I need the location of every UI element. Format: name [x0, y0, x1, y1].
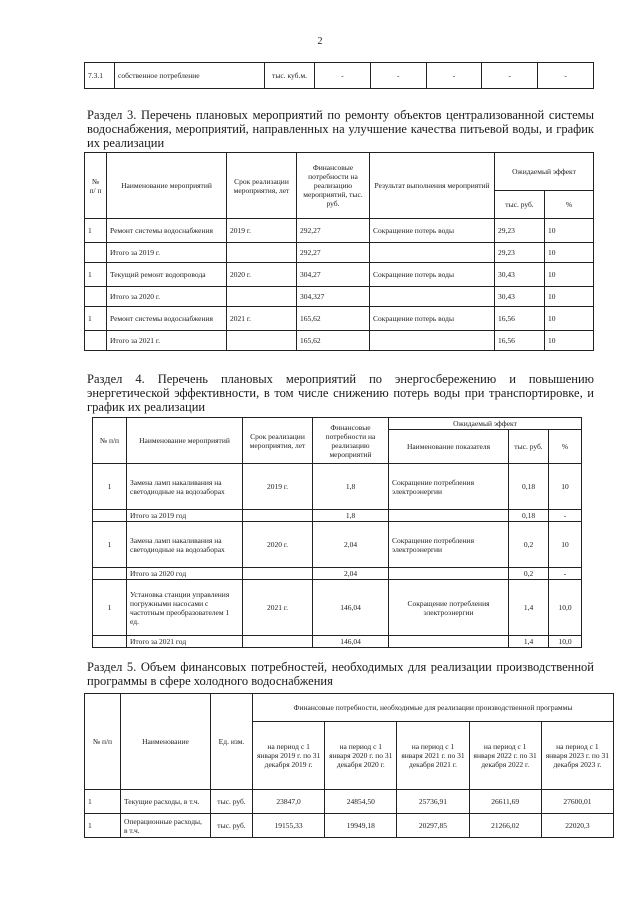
cell-name: Замена ламп накаливания на светодиодные на водозаборах [127, 522, 243, 568]
table-row [85, 331, 594, 351]
header-name: Наименование мероприятий [107, 153, 227, 219]
cell-term: 2020 г. [243, 522, 313, 568]
cell-result [370, 287, 495, 307]
cell-num [85, 331, 107, 351]
section3-table [84, 152, 594, 351]
header-indicator: Наименование показателя [389, 430, 509, 464]
table-row [85, 307, 594, 331]
header-pct: % [545, 191, 594, 219]
header-num: № п/п [85, 694, 121, 790]
cell-indicator [389, 636, 509, 648]
header-period: на период с 1 января 2021 г. по 31 декабря 2021 г. [397, 722, 469, 790]
cell-pct: - [549, 510, 582, 522]
cell-rub: 30,43 [495, 287, 545, 307]
table-row [85, 219, 594, 243]
cell-result: Сокращение потерь воды [370, 307, 495, 331]
cell-value: 25736,91 [397, 790, 469, 814]
table-header-row [85, 694, 614, 722]
cell-name: Итого за 2019 г. [107, 243, 227, 263]
header-unit: Ед. изм. [211, 694, 253, 790]
table-row [93, 568, 582, 580]
table-row [93, 580, 582, 636]
cell-indicator: Сокращение потребления электроэнергии [389, 464, 509, 510]
value-cell: - [426, 63, 482, 89]
value-cell: - [482, 63, 538, 89]
cell-pct: 10 [545, 263, 594, 287]
cell-name: Ремонт системы водоснабжения [107, 307, 227, 331]
header-num: № п/ п [85, 153, 107, 219]
cell-rub: 0,2 [509, 522, 549, 568]
cell-result [370, 331, 495, 351]
header-term: Срок реализации мероприятия, лет [243, 418, 313, 464]
cell-value: 20297,85 [397, 814, 469, 838]
cell-term: 2021 г. [227, 307, 297, 331]
cell-value: 26611,69 [469, 790, 541, 814]
page-number: 2 [317, 36, 323, 47]
cell-fin: 1,8 [313, 464, 389, 510]
table-row [85, 814, 614, 838]
cell-term [227, 331, 297, 351]
table-row [85, 63, 594, 89]
cell-rub: 0,18 [509, 464, 549, 510]
header-effect: Ожидаемый эффект [495, 153, 594, 191]
section5-table [84, 693, 614, 838]
section3-heading [87, 108, 594, 150]
cell-num: 1 [85, 790, 121, 814]
row-name: собственное потребление [115, 63, 265, 89]
section5-heading-text: Раздел 5. Объем финансовых потребностей, необходимых для реализации производственной программы в сфере холодного водоснабжения [87, 660, 594, 688]
header-result: Результат выполнения мероприятий [370, 153, 495, 219]
cell-name: Итого за 2019 год [127, 510, 243, 522]
header-rub: тыс. руб. [509, 430, 549, 464]
cell-name: Установка станции управления погружными насосами с частотным преобразователем 1 ед. [127, 580, 243, 636]
cell-pct: 10,0 [549, 636, 582, 648]
cell-name: Операционные расходы, в т.ч. [121, 814, 211, 838]
section4-heading-text: Раздел 4. Перечень плановых мероприятий по энергосбережению и повышению энергетической эффективности, в том числе снижению потерь воды при транспортировке, и график их реализации [87, 372, 594, 414]
cell-result [370, 243, 495, 263]
cell-indicator [389, 568, 509, 580]
cell-term [227, 243, 297, 263]
cell-num [85, 287, 107, 307]
header-num: № п/п [93, 418, 127, 464]
cell-fin: 292,27 [297, 243, 370, 263]
header-pct: % [549, 430, 582, 464]
table-row [93, 636, 582, 648]
cell-value: 19155,33 [253, 814, 325, 838]
cell-fin: 165,62 [297, 331, 370, 351]
cell-fin: 304,327 [297, 287, 370, 307]
header-term: Срок реализации мероприятия, лет [227, 153, 297, 219]
cell-num: 1 [93, 464, 127, 510]
row-unit: тыс. куб.м. [265, 63, 315, 89]
cell-rub: 29,23 [495, 219, 545, 243]
cell-value: 24854,50 [325, 790, 397, 814]
cell-fin: 146,04 [313, 580, 389, 636]
header-effect: Ожидаемый эффект [389, 418, 582, 430]
cell-term [243, 568, 313, 580]
cell-value: 27600,01 [541, 790, 613, 814]
top-continuation-table [84, 62, 594, 89]
value-cell: - [538, 63, 594, 89]
cell-name: Замена ламп накаливания на светодиодные на водозаборах [127, 464, 243, 510]
cell-indicator [389, 510, 509, 522]
cell-rub: 29,23 [495, 243, 545, 263]
header-period: на период с 1 января 2019 г. по 31 декабря 2019 г. [253, 722, 325, 790]
cell-name: Ремонт системы водоснабжения [107, 219, 227, 243]
header-group: Финансовые потребности, необходимые для реализации производственной программы [253, 694, 614, 722]
cell-fin: 2,04 [313, 568, 389, 580]
table-row [85, 263, 594, 287]
cell-value: 23847,0 [253, 790, 325, 814]
cell-pct: 10 [545, 307, 594, 331]
table-row [93, 510, 582, 522]
cell-term: 2019 г. [227, 219, 297, 243]
table-row [85, 287, 594, 307]
cell-num: 1 [85, 814, 121, 838]
cell-name: Итого за 2021 год [127, 636, 243, 648]
header-fin: Финансовые потребности на реализацию мероприятий [313, 418, 389, 464]
cell-term: 2020 г. [227, 263, 297, 287]
cell-unit: тыс. руб. [211, 790, 253, 814]
cell-rub: 1,4 [509, 636, 549, 648]
cell-term [243, 510, 313, 522]
table-row [85, 790, 614, 814]
row-number: 7.3.1 [85, 63, 115, 89]
cell-num [93, 636, 127, 648]
cell-fin: 165,62 [297, 307, 370, 331]
table-header-row [93, 418, 582, 430]
value-cell: - [315, 63, 371, 89]
header-name: Наименование мероприятий [127, 418, 243, 464]
cell-num [85, 243, 107, 263]
section3-heading-text: Раздел 3. Перечень плановых мероприятий по ремонту объектов централизованной системы водоснабжения, мероприятий, направленных на улучшение качества питьевой воды, и график их реализации [87, 108, 594, 150]
header-period: на период с 1 января 2020 г. по 31 декабря 2020 г. [325, 722, 397, 790]
header-rub: тыс. руб. [495, 191, 545, 219]
cell-num [93, 510, 127, 522]
cell-result: Сокращение потерь воды [370, 263, 495, 287]
cell-pct: 10 [549, 522, 582, 568]
cell-value: 19949,18 [325, 814, 397, 838]
section4-heading [87, 372, 594, 414]
section5-heading [87, 660, 594, 688]
header-fin: Финансовые потребности на реализацию мероприятий, тыс. руб. [297, 153, 370, 219]
table-header-row [85, 153, 594, 191]
cell-name: Итого за 2021 г. [107, 331, 227, 351]
cell-rub: 30,43 [495, 263, 545, 287]
cell-indicator: Сокращение потребления электроэнергии [389, 522, 509, 568]
cell-name: Текущий ремонт водопровода [107, 263, 227, 287]
cell-value: 21266,02 [469, 814, 541, 838]
table-row [93, 522, 582, 568]
cell-num: 1 [85, 219, 107, 243]
table-row [85, 243, 594, 263]
cell-rub: 0,18 [509, 510, 549, 522]
cell-rub: 16,56 [495, 307, 545, 331]
cell-name: Итого за 2020 г. [107, 287, 227, 307]
cell-term: 2019 г. [243, 464, 313, 510]
cell-fin: 2,04 [313, 522, 389, 568]
cell-pct: 10 [545, 287, 594, 307]
table-row [93, 464, 582, 510]
cell-term [243, 636, 313, 648]
cell-fin: 146,04 [313, 636, 389, 648]
section4-table [92, 417, 582, 648]
cell-fin: 292,27 [297, 219, 370, 243]
cell-fin: 1,8 [313, 510, 389, 522]
value-cell: - [370, 63, 426, 89]
cell-term [227, 287, 297, 307]
cell-unit: тыс. руб. [211, 814, 253, 838]
cell-name: Текущие расходы, в т.ч. [121, 790, 211, 814]
cell-value: 22020,3 [541, 814, 613, 838]
cell-num [93, 568, 127, 580]
cell-pct: 10 [545, 243, 594, 263]
cell-rub: 0,2 [509, 568, 549, 580]
cell-num: 1 [93, 522, 127, 568]
cell-term: 2021 г. [243, 580, 313, 636]
cell-rub: 1,4 [509, 580, 549, 636]
cell-num: 1 [93, 580, 127, 636]
header-period: на период с 1 января 2022 г. по 31 декабря 2022 г. [469, 722, 541, 790]
cell-name: Итого за 2020 год [127, 568, 243, 580]
cell-num: 1 [85, 263, 107, 287]
cell-fin: 304,27 [297, 263, 370, 287]
cell-rub: 16,56 [495, 331, 545, 351]
cell-pct: 10 [545, 219, 594, 243]
cell-pct: 10 [545, 331, 594, 351]
cell-pct: 10 [549, 464, 582, 510]
cell-pct: - [549, 568, 582, 580]
header-name: Наименование [121, 694, 211, 790]
header-period: на период с 1 января 2023 г. по 31 декабря 2023 г. [541, 722, 613, 790]
cell-pct: 10,0 [549, 580, 582, 636]
cell-num: 1 [85, 307, 107, 331]
cell-result: Сокращение потерь воды [370, 219, 495, 243]
cell-indicator: Сокращение потребления электроэнергии [389, 580, 509, 636]
